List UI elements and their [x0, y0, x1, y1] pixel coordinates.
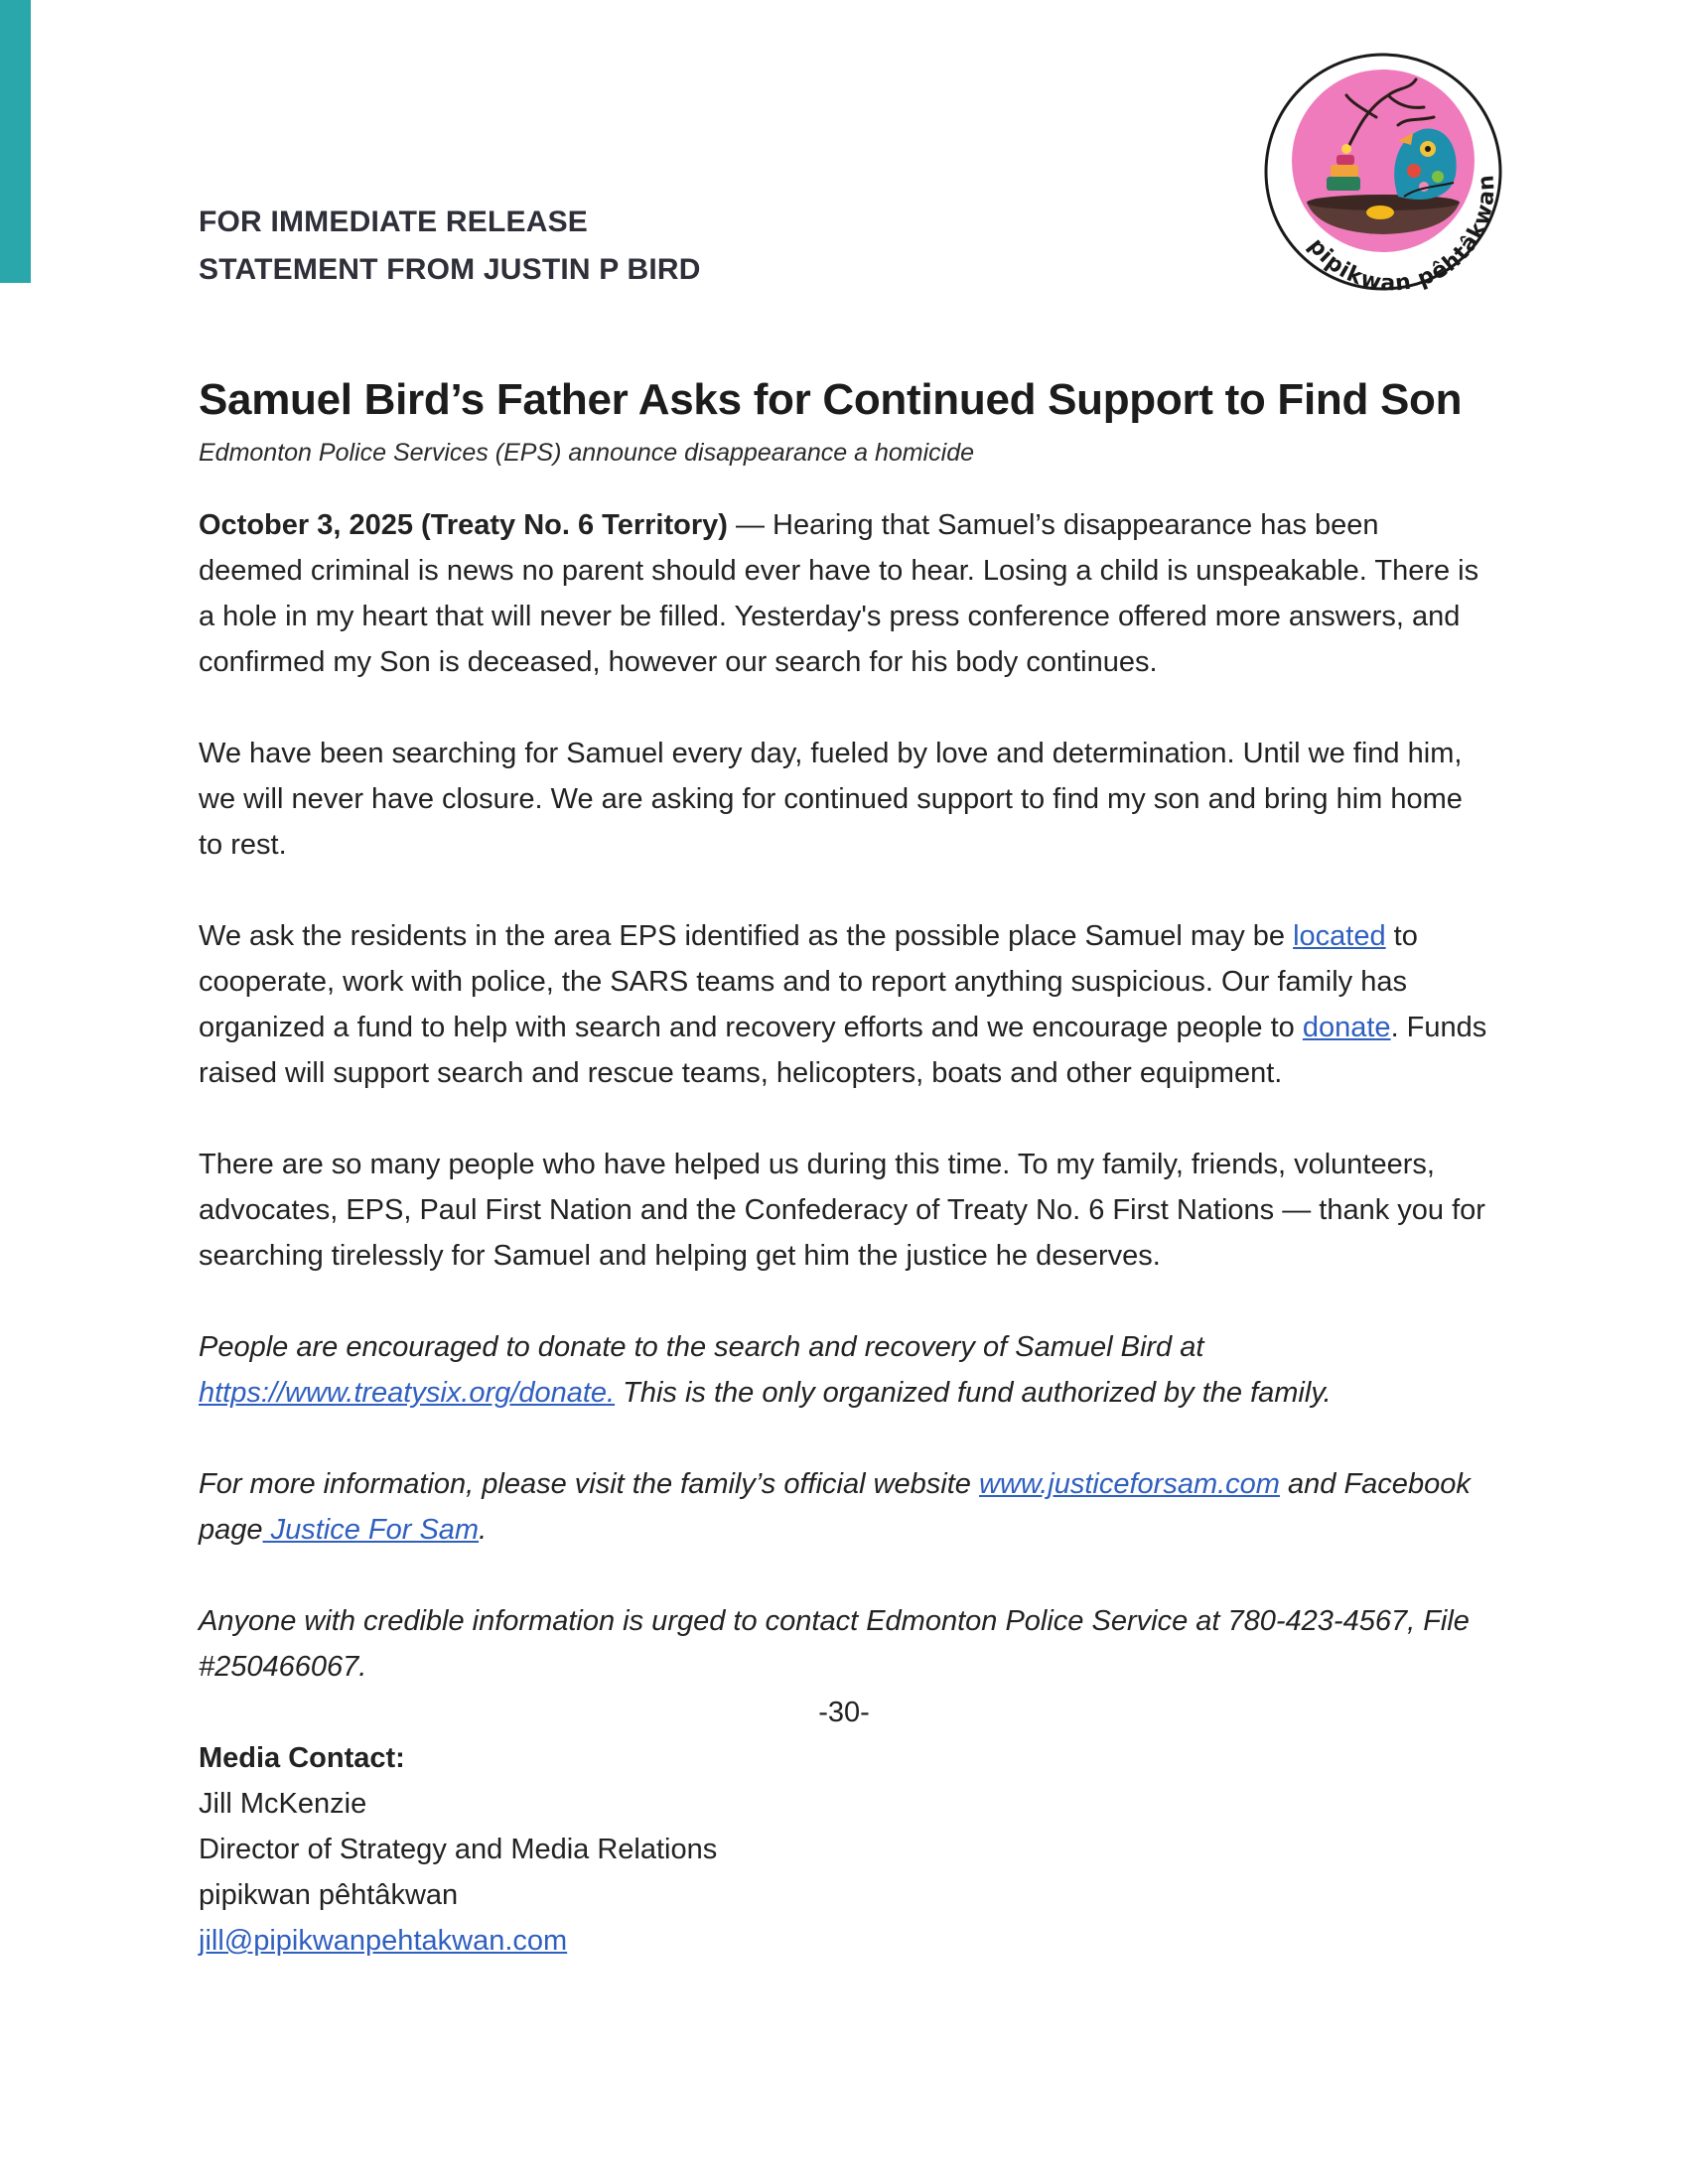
paragraph-more-info-text-c: . — [479, 1514, 488, 1546]
dateline: October 3, 2025 (Treaty No. 6 Territory) — [199, 509, 728, 541]
contact-org: pipikwan pêhtâkwan — [199, 1879, 459, 1911]
paragraph-donate-text-b: This is the only organized fund authorized by the family. — [615, 1377, 1332, 1409]
paragraph-intro — [199, 502, 1489, 685]
justiceforsam-website-link[interactable]: www.justiceforsam.com — [979, 1468, 1280, 1500]
page-subtitle: Edmonton Police Services (EPS) announce disappearance a homicide — [199, 439, 975, 467]
paragraph-more-info — [199, 1461, 1489, 1553]
end-mark: -30- — [818, 1697, 870, 1728]
media-contact — [199, 1735, 1489, 1964]
paragraph-police-contact: Anyone with credible information is urged to contact Edmonton Police Service at 780-423-4567, File #250466067. — [199, 1605, 1470, 1683]
contact-email-link[interactable]: jill@pipikwanpehtakwan.com — [199, 1925, 568, 1957]
located-link[interactable]: located — [1293, 920, 1386, 952]
page-title: Samuel Bird’s Father Asks for Continued Support to Find Son — [199, 375, 1463, 424]
treatysix-donate-link[interactable]: https://www.treatysix.org/donate. — [199, 1377, 616, 1409]
donate-link[interactable]: donate — [1302, 1012, 1391, 1043]
paragraph-thanks: There are so many people who have helped us during this time. To my family, friends, volunteers, advocates, EPS, Paul First Nation and the Confederacy of Treaty No. 6 First Nations — thank you for searching tirelessly for Samuel and helping get him the justice he deserves. — [199, 1149, 1485, 1272]
paragraph-donate — [199, 1324, 1489, 1416]
paragraph-residents — [199, 913, 1489, 1096]
statement-body — [199, 502, 1489, 1964]
paragraph-search: We have been searching for Samuel every day, fueled by love and determination. Until we find him, we will never have closure. We are asking for continued support to find my son and bring him home to rest. — [199, 738, 1463, 861]
paragraph-residents-text-b: to cooperate, work with police, the SARS teams and to report anything suspicious. Our family has organized a fund to help with search and recovery efforts and we encourage people to — [199, 920, 1418, 1043]
paragraph-residents-text-c: . Funds raised will support search and rescue teams, helicopters, boats and other equipment. — [199, 1012, 1487, 1089]
release-label: FOR IMMEDIATE RELEASE — [199, 205, 588, 238]
paragraph-residents-text-a: We ask the residents in the area EPS identified as the possible place Samuel may be — [199, 920, 1294, 952]
paragraph-donate-text-a: People are encouraged to donate to the search and recovery of Samuel Bird at — [199, 1331, 1204, 1363]
svg-text:pipikwan pêhtâkwan: pipikwan pêhtâkwan — [1303, 173, 1500, 297]
facebook-page-link[interactable]: Justice For Sam — [262, 1514, 480, 1546]
pipikwan-pehtakwan-logo — [1249, 38, 1517, 306]
paragraph-more-info-text-b: and Facebook page — [199, 1468, 1471, 1546]
paragraph-more-info-text-a: For more information, please visit the family’s official website — [199, 1468, 979, 1500]
paragraph-intro-text: — Hearing that Samuel’s disappearance has been deemed criminal is news no parent should ever have to hear. Losing a child is unspeakable. There is a hole in my heart that will never be filled. Yesterday's press conference offered more answers, and confirmed my Son is deceased, however our search for his body continues. — [199, 509, 1479, 678]
contact-role: Director of Strategy and Media Relations — [199, 1834, 718, 1865]
media-contact-heading: Media Contact: — [199, 1742, 405, 1774]
statement-label: STATEMENT FROM JUSTIN P BIRD — [199, 253, 701, 286]
contact-name: Jill McKenzie — [199, 1788, 367, 1820]
release-header — [199, 199, 701, 294]
accent-bar — [0, 0, 31, 283]
